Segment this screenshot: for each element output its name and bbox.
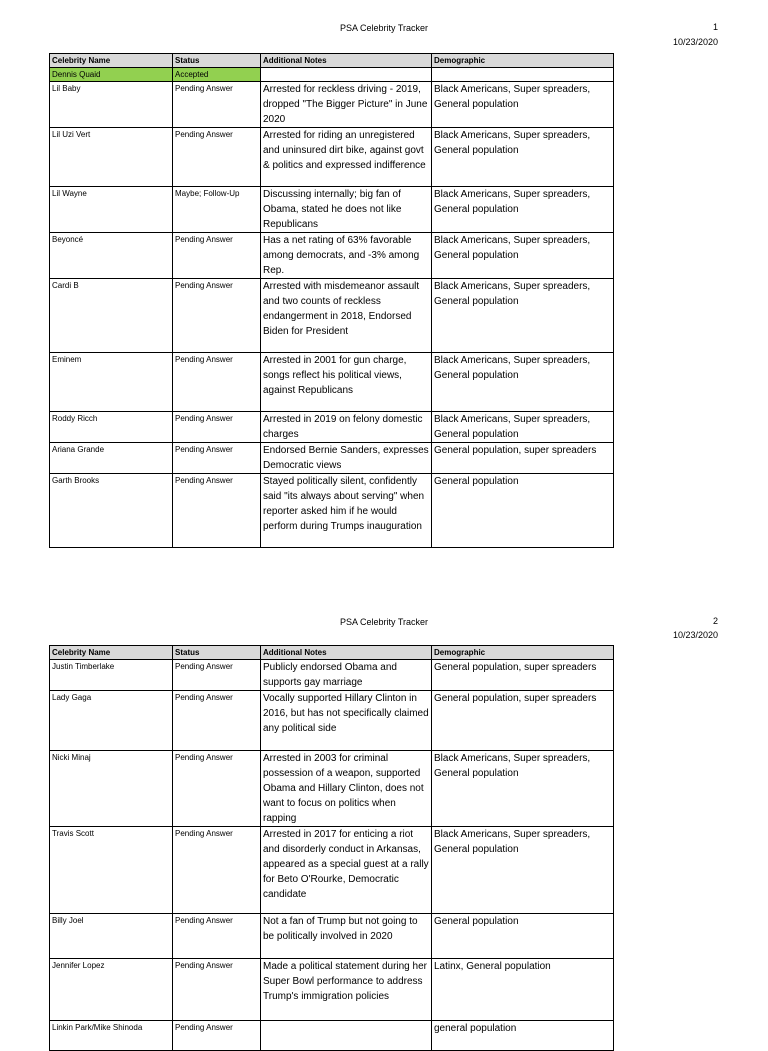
header-celebrity-name: Celebrity Name (50, 646, 173, 660)
table-header-row (50, 646, 614, 660)
table-row (50, 279, 614, 353)
header-additional-notes: Additional Notes (261, 646, 432, 660)
table-row (50, 443, 614, 474)
celebrity-name: Garth Brooks (50, 474, 173, 548)
additional-notes (261, 68, 432, 82)
status: Pending Answer (173, 412, 261, 443)
status: Accepted (173, 68, 261, 82)
status: Pending Answer (173, 914, 261, 959)
additional-notes: Arrested in 2019 on felony domestic charges (261, 412, 432, 443)
demographic: Black Americans, Super spreaders, General population (432, 412, 614, 443)
additional-notes: Not a fan of Trump but not going to be politically involved in 2020 (261, 914, 432, 959)
status: Pending Answer (173, 279, 261, 353)
celebrity-name: Billy Joel (50, 914, 173, 959)
demographic (432, 68, 614, 82)
demographic: Black Americans, Super spreaders, General population (432, 128, 614, 187)
table-row (50, 82, 614, 128)
demographic: Black Americans, Super spreaders, General population (432, 279, 614, 353)
table-row (50, 914, 614, 959)
status: Pending Answer (173, 827, 261, 914)
header-status: Status (173, 646, 261, 660)
header-demographic: Demographic (432, 54, 614, 68)
additional-notes: Has a net rating of 63% favorable among democrats, and -3% among Rep. (261, 233, 432, 279)
page-number: 1 (712, 22, 718, 32)
header-additional-notes: Additional Notes (261, 54, 432, 68)
additional-notes (261, 1021, 432, 1051)
table-row (50, 412, 614, 443)
status: Pending Answer (173, 443, 261, 474)
table-row (50, 1021, 614, 1051)
additional-notes: Stayed politically silent, confidently said "its always about serving" when reporter asked him if he would perform during Trumps inauguration (261, 474, 432, 548)
additional-notes: Arrested for reckless driving - 2019, dropped "The Bigger Picture" in June 2020 (261, 82, 432, 128)
status: Pending Answer (173, 660, 261, 691)
page-date: 10/23/2020 (672, 37, 718, 47)
demographic: Black Americans, Super spreaders, General population (432, 82, 614, 128)
celebrity-name: Lady Gaga (50, 691, 173, 751)
demographic: Black Americans, Super spreaders, General population (432, 751, 614, 827)
celebrity-name: Dennis Quaid (50, 68, 173, 82)
table-row (50, 128, 614, 187)
demographic: Black Americans, Super spreaders, General population (432, 187, 614, 233)
status: Pending Answer (173, 1021, 261, 1051)
celebrity-name: Ariana Grande (50, 443, 173, 474)
status: Pending Answer (173, 751, 261, 827)
additional-notes: Arrested for riding an unregistered and uninsured dirt bike, against govt & politics and expressed indifference (261, 128, 432, 187)
page-title: PSA Celebrity Tracker (339, 617, 429, 627)
table-row (50, 68, 614, 82)
status: Pending Answer (173, 691, 261, 751)
celebrity-name: Nicki Minaj (50, 751, 173, 827)
tracker-table (49, 53, 614, 548)
status: Pending Answer (173, 82, 261, 128)
table-row (50, 353, 614, 412)
additional-notes: Arrested in 2003 for criminal possession of a weapon, supported Obama and Hillary Clinton, does not want to focus on politics when rapping (261, 751, 432, 827)
page-date: 10/23/2020 (672, 630, 718, 640)
table-header-row (50, 54, 614, 68)
demographic: general population (432, 1021, 614, 1051)
table-row (50, 474, 614, 548)
table-row (50, 751, 614, 827)
header-status: Status (173, 54, 261, 68)
additional-notes: Made a political statement during her Super Bowl performance to address Trump's immigration policies (261, 959, 432, 1021)
additional-notes: Arrested in 2001 for gun charge, songs reflect his political views, against Republicans (261, 353, 432, 412)
celebrity-name: Linkin Park/Mike Shinoda (50, 1021, 173, 1051)
demographic: Black Americans, Super spreaders, General population (432, 827, 614, 914)
table-row (50, 959, 614, 1021)
demographic: Black Americans, Super spreaders, General population (432, 233, 614, 279)
celebrity-name: Justin Timberlake (50, 660, 173, 691)
table-row (50, 827, 614, 914)
demographic: General population, super spreaders (432, 660, 614, 691)
page-number: 2 (712, 616, 718, 626)
status: Pending Answer (173, 233, 261, 279)
status: Pending Answer (173, 474, 261, 548)
status: Pending Answer (173, 128, 261, 187)
demographic: Black Americans, Super spreaders, General population (432, 353, 614, 412)
table-row (50, 691, 614, 751)
additional-notes: Vocally supported Hillary Clinton in 2016, but has not specifically claimed any political side (261, 691, 432, 751)
status: Pending Answer (173, 353, 261, 412)
status: Maybe; Follow-Up (173, 187, 261, 233)
additional-notes: Publicly endorsed Obama and supports gay marriage (261, 660, 432, 691)
celebrity-name: Cardi B (50, 279, 173, 353)
additional-notes: Arrested in 2017 for enticing a riot and disorderly conduct in Arkansas, appeared as a special guest at a rally for Beto O'Rourke, Democratic candidate (261, 827, 432, 914)
celebrity-name: Roddy Ricch (50, 412, 173, 443)
celebrity-name: Lil Wayne (50, 187, 173, 233)
header-celebrity-name: Celebrity Name (50, 54, 173, 68)
tracker-table (49, 645, 614, 1051)
celebrity-name: Jennifer Lopez (50, 959, 173, 1021)
celebrity-name: Eminem (50, 353, 173, 412)
table-row (50, 233, 614, 279)
celebrity-name: Travis Scott (50, 827, 173, 914)
additional-notes: Discussing internally; big fan of Obama, stated he does not like Republicans (261, 187, 432, 233)
demographic: Latinx, General population (432, 959, 614, 1021)
demographic: General population (432, 914, 614, 959)
header-demographic: Demographic (432, 646, 614, 660)
table-row (50, 660, 614, 691)
celebrity-name: Beyoncé (50, 233, 173, 279)
demographic: General population (432, 474, 614, 548)
table-row (50, 187, 614, 233)
additional-notes: Endorsed Bernie Sanders, expresses Democratic views (261, 443, 432, 474)
demographic: General population, super spreaders (432, 443, 614, 474)
celebrity-name: Lil Baby (50, 82, 173, 128)
status: Pending Answer (173, 959, 261, 1021)
demographic: General population, super spreaders (432, 691, 614, 751)
celebrity-name: Lil Uzi Vert (50, 128, 173, 187)
page-title: PSA Celebrity Tracker (339, 23, 429, 33)
additional-notes: Arrested with misdemeanor assault and two counts of reckless endangerment in 2018, Endorsed Biden for President (261, 279, 432, 353)
